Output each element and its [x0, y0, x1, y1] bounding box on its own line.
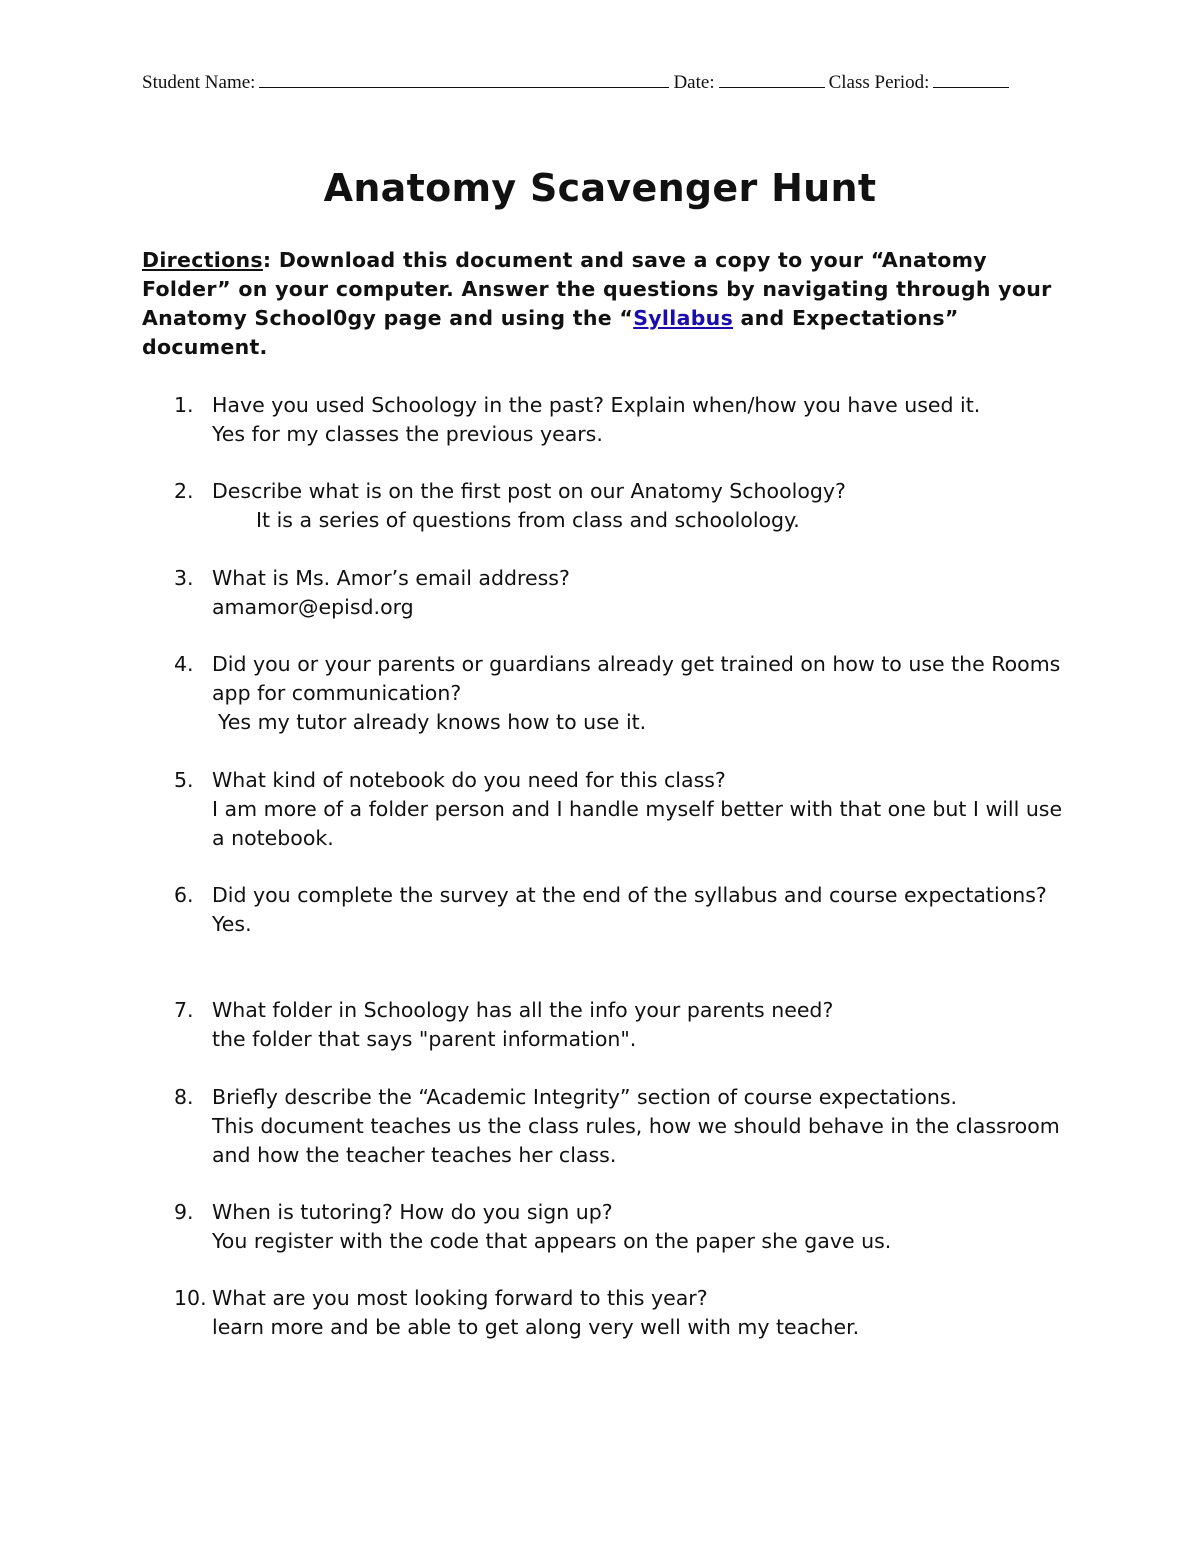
question-number: 4. [174, 652, 194, 676]
answer-text[interactable]: I am more of a folder person and I handle myself better with that one but I will use a notebook. [212, 797, 1063, 850]
question-item-4 [174, 650, 1064, 737]
answer-text[interactable]: This document teaches us the class rules, how we should behave in the classroom and how the teacher teaches her class. [212, 1114, 1060, 1167]
question-item-7 [174, 996, 1064, 1054]
date-label: Date: [673, 72, 715, 93]
answer-text[interactable]: amamor@episd.org [212, 595, 414, 619]
question-text: What are you most looking forward to this year? [212, 1286, 708, 1310]
question-text: Did you complete the survey at the end of the syllabus and course expectations? [212, 883, 1047, 907]
answer-text[interactable]: Yes my tutor already knows how to use it. [218, 710, 647, 734]
syllabus-link[interactable]: Syllabus [633, 306, 734, 330]
answer-text[interactable]: You register with the code that appears on the paper she gave us. [212, 1229, 892, 1253]
question-text: Describe what is on the first post on our Anatomy Schoology? [212, 479, 846, 503]
question-item-3 [174, 564, 1064, 622]
question-item-1 [174, 391, 1064, 449]
question-text: What kind of notebook do you need for this class? [212, 768, 726, 792]
answer-text[interactable]: Yes. [212, 912, 252, 936]
directions-text-2: and Expectations” document. [142, 306, 959, 359]
class-period-blank[interactable] [933, 73, 1009, 88]
question-item-6 [174, 881, 1064, 939]
class-period-label: Class Period: [828, 72, 930, 93]
directions-paragraph [142, 246, 1052, 362]
question-number: 1. [174, 393, 194, 417]
question-text: Did you or your parents or guardians already get trained on how to use the Rooms app for communication? [212, 652, 1061, 705]
student-name-blank[interactable] [259, 73, 669, 88]
directions-label: Directions [142, 248, 263, 272]
question-number: 7. [174, 998, 194, 1022]
document-title: Anatomy Scavenger Hunt [323, 166, 877, 210]
question-number: 2. [174, 479, 194, 503]
answer-text[interactable]: It is a series of questions from class and schoolology. [256, 508, 800, 532]
question-item-9 [174, 1198, 1064, 1256]
question-text: When is tutoring? How do you sign up? [212, 1200, 613, 1224]
question-item-5 [174, 766, 1064, 853]
question-number: 3. [174, 566, 194, 590]
student-info-header [142, 72, 1057, 94]
date-blank[interactable] [719, 73, 825, 88]
question-item-2 [174, 477, 1064, 535]
question-text: What folder in Schoology has all the info your parents need? [212, 998, 834, 1022]
question-item-10 [174, 1284, 1064, 1342]
question-text: Have you used Schoology in the past? Explain when/how you have used it. [212, 393, 981, 417]
question-number: 5. [174, 768, 194, 792]
answer-text[interactable]: the folder that says "parent information". [212, 1027, 637, 1051]
question-text: What is Ms. Amor’s email address? [212, 566, 570, 590]
question-number: 8. [174, 1085, 194, 1109]
answer-text[interactable]: learn more and be able to get along very well with my teacher. [212, 1315, 860, 1339]
question-number: 6. [174, 883, 194, 907]
question-number: 10. [174, 1286, 207, 1310]
question-text: Briefly describe the “Academic Integrity” section of course expectations. [212, 1085, 958, 1109]
student-name-label: Student Name: [142, 72, 256, 93]
answer-text[interactable]: Yes for my classes the previous years. [212, 422, 603, 446]
directions-text-1: : Download this document and save a copy to your “Anatomy Folder” on your computer. Answer the questions by navigating through your Anatomy School0gy page and using the “ [142, 248, 1052, 330]
question-item-8 [174, 1083, 1064, 1170]
question-number: 9. [174, 1200, 194, 1224]
